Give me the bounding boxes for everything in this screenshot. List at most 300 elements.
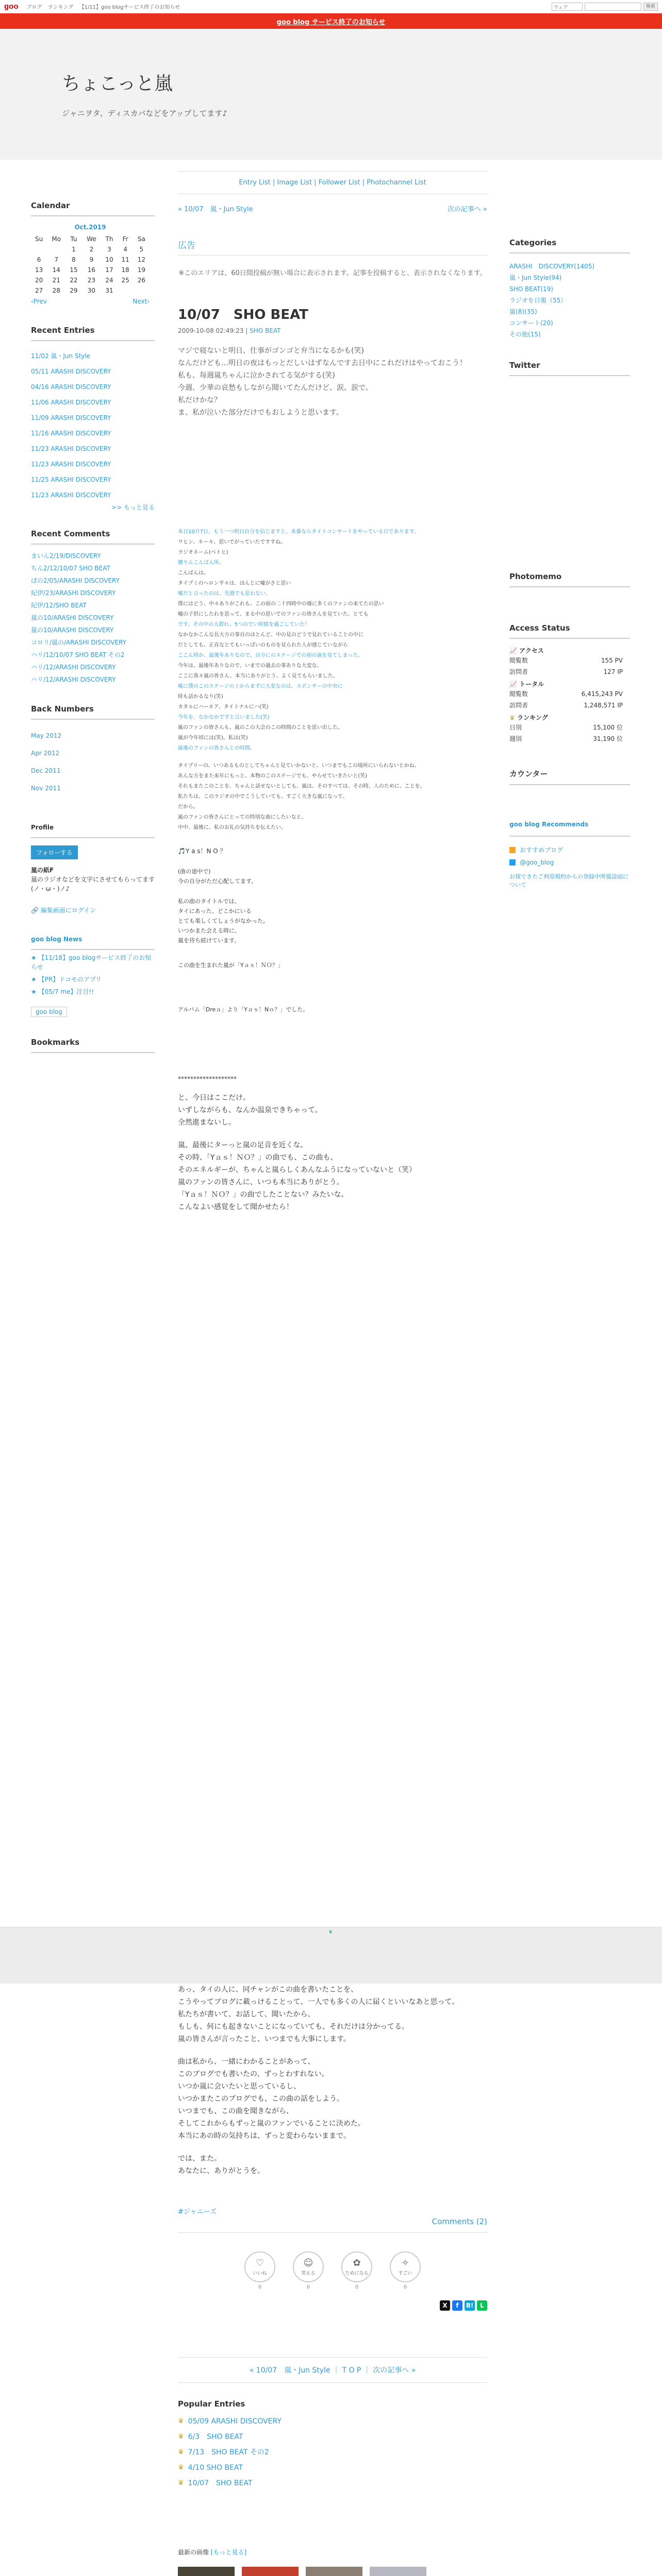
transcript-line: です、その中の大群れ、5つのでい時間を過ごしていた！	[178, 622, 310, 628]
reaction-icon: ♡	[255, 2258, 264, 2268]
categories-widget	[509, 238, 630, 340]
song-line: 🎵Y a s！N O ？	[178, 848, 226, 855]
profile-name: 嵐の紙F	[31, 867, 54, 874]
latest-images	[178, 2548, 487, 2576]
transcript-line: ワヒン、ネー々、思いでがっていたですすね。	[178, 539, 286, 545]
intro-line: 私だけかな？	[178, 396, 221, 404]
recommend-item[interactable]	[509, 873, 630, 889]
calendar-day[interactable]: 26	[137, 277, 146, 284]
recent-entry-link[interactable]: 11/23 ARASHI DISCOVERY	[31, 492, 111, 499]
calendar-day[interactable]: 16	[87, 266, 96, 274]
access-key: 閲覧数	[509, 690, 528, 698]
intro-line: 今週、少華の哀愁もしながら聞いてたんだけど、涙、涙で。	[178, 384, 373, 392]
goo-logo[interactable]: goo	[4, 2, 19, 11]
access-row	[509, 655, 630, 666]
back-number-link[interactable]: May 2012	[31, 732, 62, 739]
blog-icon	[509, 847, 516, 853]
after-line	[178, 2045, 487, 2056]
latest-image-thumb[interactable]	[178, 2567, 235, 2576]
top-nav	[27, 3, 185, 10]
access-row	[509, 700, 630, 711]
latest-more-link[interactable]: [もっと見る]	[210, 2549, 247, 2556]
reaction-count: 0	[403, 2284, 407, 2290]
reaction-label: いいね	[253, 2271, 267, 2276]
blog-header	[0, 29, 662, 160]
calendar-weekday: Fr	[122, 235, 128, 243]
twitter-widget	[509, 361, 630, 376]
category-link[interactable]: ARASHI DISCOVERY(1405)	[509, 263, 595, 270]
access-widget	[509, 623, 630, 744]
calendar-day[interactable]: 12	[137, 256, 146, 263]
outro-line: いずしながらも、なんか温泉できちゃって。	[178, 1106, 322, 1114]
popular-entry-link[interactable]	[178, 2476, 487, 2491]
categories-heading: Categories	[509, 238, 630, 253]
album-line: アルバム「Dreａ」より「Yａｓ！Nｏ？」でした。	[178, 1006, 309, 1013]
search-input[interactable]	[585, 3, 641, 11]
goo-blog-badge[interactable]: goo blog	[31, 1007, 67, 1017]
back-numbers-widget	[31, 704, 155, 797]
photomemo-widget	[509, 572, 630, 587]
popular-entry-label: 6/3 SHO BEAT	[188, 2433, 243, 2441]
outro-line: 嵐のファンの皆さんに、いつも本当にありがとう。	[178, 1178, 344, 1187]
recent-entry-link[interactable]: 11/23 ARASHI DISCOVERY	[31, 461, 111, 468]
calendar-day[interactable]: 28	[52, 287, 60, 294]
calendar-weekday: We	[87, 235, 96, 243]
reaction-icon: ✧	[401, 2258, 409, 2268]
prev-entry-link[interactable]: « 10/07 嵐・Jun Style	[178, 206, 253, 213]
calendar-day[interactable]: 5	[139, 246, 144, 253]
crown-icon: ♛	[178, 2448, 184, 2456]
after-line: あっ、タイの人に、同チャンがこの曲を書いたことを、	[178, 1986, 358, 1994]
latest-image-thumb[interactable]	[306, 2567, 362, 2576]
main-column-lower	[178, 1984, 487, 2576]
access-view-text: アクセス	[519, 647, 544, 654]
popular-entry-label: 4/10 SHO BEAT	[188, 2464, 243, 2472]
calendar-table	[31, 234, 150, 296]
login-link[interactable]	[31, 906, 155, 915]
recommend-label: おすすめブログ	[520, 846, 564, 854]
after-line: いつかまたこのブログでも、この曲の話をしよう。	[178, 2095, 344, 2103]
calendar-day[interactable]: 15	[70, 266, 78, 274]
access-key: 週別	[509, 735, 522, 742]
category-link[interactable]: ラジオを日報（55）	[509, 297, 567, 304]
recent-comment-link[interactable]: 嵐の10/ARASHI DISCOVERY	[31, 614, 114, 621]
transcript-line: 嵐のファンの皆さんも、嵐のこの大会のこの時間のことを思い出した。	[178, 725, 343, 731]
reaction-icon: ☺	[303, 2258, 313, 2268]
share-buttons	[178, 2300, 487, 2311]
search-scope-select[interactable]: ウェブ	[552, 3, 583, 11]
calendar-day[interactable]: 17	[105, 266, 113, 274]
calendar-day[interactable]: 4	[123, 246, 127, 253]
bottom-nav[interactable]: « 10/07 嵐・Jun Style ｜ T O P ｜ 次の記事へ »	[178, 2357, 487, 2383]
photomemo-heading: Photomemo	[509, 572, 630, 587]
calendar-day[interactable]: 7	[54, 256, 59, 263]
hashtag[interactable]: #ジャニーズ	[178, 2208, 217, 2216]
access-total-label	[509, 680, 630, 688]
calendar-widget	[31, 201, 155, 305]
reaction-button[interactable]	[244, 2251, 275, 2290]
transcript-line: こんばんは。	[178, 570, 209, 576]
news-item[interactable]	[31, 987, 155, 996]
top-nav-blog[interactable]: ブログ	[26, 5, 42, 10]
outro-line: と、今日はここだけ。	[178, 1094, 250, 1102]
counter-widget	[509, 768, 630, 785]
recommend-item[interactable]	[509, 856, 630, 869]
recent-entry-link[interactable]: 11/09 ARASHI DISCOVERY	[31, 414, 111, 421]
transcript-line: 今年を、なかなかですと言いました(笑)	[178, 715, 270, 720]
recommend-widget	[509, 818, 630, 889]
access-value: 15,100 位	[593, 724, 623, 731]
transcript-line: タイプミのヘロン平々は、ほんとに嘘がさと思い	[178, 581, 291, 586]
ad-title: 広告	[178, 238, 487, 256]
entry-meta: 2009-10-08 02:49:23 | SHO BEAT	[178, 327, 281, 334]
entry-after	[178, 1984, 487, 2177]
blog-title[interactable]: ちょこっと嵐	[62, 73, 173, 94]
calendar-weekday: Tu	[70, 235, 77, 243]
news-item[interactable]	[31, 953, 155, 972]
category-link[interactable]: 嵐(8)(35)	[509, 308, 537, 315]
transcript-line: だから。	[178, 804, 198, 810]
category-link[interactable]: その他(15)	[509, 331, 541, 338]
service-notice-bar	[0, 13, 662, 29]
calendar-day[interactable]: 24	[105, 277, 113, 284]
calendar-day[interactable]: 31	[105, 287, 113, 294]
access-row	[509, 722, 630, 733]
recent-comment-link[interactable]: コロリ/嵐の/ARASHI DISCOVERY	[31, 639, 127, 646]
back-numbers-heading: Back Numbers	[31, 704, 155, 720]
calendar-day	[134, 285, 150, 296]
profile-heading: Profile	[31, 823, 155, 838]
reaction-circle	[293, 2251, 324, 2282]
recent-comments-heading: Recent Comments	[31, 529, 155, 545]
popular-entries	[178, 2399, 487, 2491]
access-key: 訪問者	[509, 668, 528, 675]
closing-line: 今の自分がただ心配してます。	[178, 878, 257, 885]
reaction-label: 笑える	[301, 2271, 316, 2276]
recent-comment-link[interactable]: 嵐の10/ARASHI DISCOVERY	[31, 626, 114, 634]
bookmarks-heading: Bookmarks	[31, 1038, 155, 1053]
calendar-day[interactable]: 13	[35, 266, 43, 274]
intro-line: なんだけども…明日の夜はもっとだしいはずなんです去日中にこれだけはやっておこう！	[178, 359, 467, 367]
news-icon: ★	[31, 954, 37, 961]
calendar-day[interactable]: 9	[89, 256, 94, 263]
news-item[interactable]	[31, 975, 155, 984]
transcript-line: 私たちは、このラジオの中でこうしていても、すごく大きな嵐になって、	[178, 794, 348, 800]
calendar-day[interactable]: 14	[52, 266, 60, 274]
popular-entry-link[interactable]	[178, 2460, 487, 2476]
entry-title[interactable]: 10/07 SHO BEAT	[178, 307, 308, 323]
back-number-link[interactable]: Dec 2011	[31, 767, 61, 774]
intro-line: マジで寝ないと明日、仕事がゴンゴと弁当になるかも(笑)	[178, 347, 364, 355]
reaction-count: 0	[306, 2284, 310, 2290]
entry-outro	[178, 1092, 487, 1213]
recommend-heading: goo blog Recommends	[509, 818, 630, 837]
top-search	[552, 3, 658, 11]
after-line: 本当にあの時の気持ちは、ずっと変わらないままで。	[178, 2132, 351, 2140]
transcript-line: 最後のファンの皆さんとの時間。	[178, 745, 255, 751]
reaction-circle	[341, 2251, 372, 2282]
ad-area	[178, 238, 487, 279]
transcript-line: ここん時か、最後年ありなので、自分にのステージでの初の演を見てしまった。	[178, 653, 363, 658]
calendar-day[interactable]: 6	[37, 256, 41, 263]
category-link[interactable]: 嵐・Jun Style(94)	[509, 274, 562, 281]
recent-entry-link[interactable]: 11/23 ARASHI DISCOVERY	[31, 445, 111, 452]
closing-line	[178, 886, 487, 896]
recent-comment-link[interactable]: ハリ/12/10/07 SHO BEAT その2	[31, 651, 125, 658]
right-sidebar	[509, 160, 630, 889]
recent-entry-link[interactable]: 11/25 ARASHI DISCOVERY	[31, 476, 111, 483]
crown-icon: ♛	[178, 2479, 184, 2487]
back-number-link[interactable]: Nov 2011	[31, 785, 61, 792]
closing-line: (曲の途中で)	[178, 868, 211, 875]
blog-description: ジャニヲタ、ディスカバなどをアップしてます♪	[62, 109, 227, 118]
crown-icon: ♛	[178, 2464, 184, 2471]
access-row	[509, 733, 630, 744]
profile-line: 嵐のラジオなどを文字にさせてもらってます	[31, 876, 155, 883]
top-nav-ranking[interactable]: ランキング	[47, 5, 74, 10]
calendar-day[interactable]: 19	[137, 266, 146, 274]
calendar-day[interactable]: 25	[121, 277, 129, 284]
news-icon: ★	[31, 976, 37, 983]
popular-entry-link[interactable]	[178, 2429, 487, 2445]
category-link[interactable]: SHO BEAT(19)	[509, 285, 553, 293]
login-link-label: 編集画面にログイン	[40, 907, 96, 914]
latest-image-thumb[interactable]	[370, 2567, 426, 2576]
gray-band	[0, 1927, 662, 1984]
transcript-line: ここに我々嵐の皆さん、本当にありがとう、よく見てもらいました。	[178, 673, 338, 679]
calendar-day[interactable]: 1	[72, 246, 76, 253]
reactions	[178, 2251, 487, 2290]
entry-intro	[178, 345, 487, 419]
closing-line: とても楽しくてしょうがなかった。	[178, 918, 269, 924]
latest-label: 最新の画像	[178, 2549, 209, 2556]
crown-icon: ♛	[509, 714, 515, 721]
popular-entry-link[interactable]	[178, 2445, 487, 2460]
entry-transcript-tail	[178, 761, 487, 833]
recent-comment-link[interactable]: ハリ/12/ARASHI DISCOVERY	[31, 664, 116, 671]
recent-comment-link[interactable]: 紀伊/23/ARASHI DISCOVERY	[31, 589, 116, 597]
calendar-day[interactable]: 29	[70, 287, 78, 294]
transcript-line: 腰りんこんばん所。	[178, 560, 224, 566]
intro-line: 私も、毎週嵐ちゃんに泣かされてる気がする(笑)	[178, 371, 335, 380]
transcript-line: 時も話かるなり(笑)	[178, 694, 223, 700]
popular-entry-label: 05/09 ARASHI DISCOVERY	[188, 2417, 282, 2426]
outro-line: 嵐、最後にターっと嵐の足音を近くな。	[178, 1141, 308, 1149]
recent-entry-link[interactable]: 04/16 ARASHI DISCOVERY	[31, 383, 111, 391]
calendar-day	[31, 244, 47, 255]
transcript-line: タイプリーの、いつあるものとしてちゃんと見ていかないと、いつまでもこの場所にいられないとかね、	[178, 763, 420, 769]
access-key: 閲覧数	[509, 657, 528, 664]
reaction-count: 0	[258, 2284, 262, 2290]
share-l-icon[interactable]: L	[477, 2300, 487, 2311]
after-line: 嵐の皆さんが言ったこと、いつまでも大事にします。	[178, 2035, 351, 2043]
recent-comment-link[interactable]: ぱの2/05/ARASHI DISCOVERY	[31, 577, 120, 584]
access-rank-label	[509, 713, 630, 722]
calendar-day[interactable]: 21	[52, 277, 60, 284]
calendar-day[interactable]: 30	[87, 287, 96, 294]
entry-transcript	[178, 527, 487, 754]
profile-line: (ノ・ω・)ノ♪	[31, 885, 70, 892]
latest-image-thumb[interactable]	[242, 2567, 299, 2576]
calendar-day	[118, 285, 134, 296]
closing-line: いつかまた会える時に。	[178, 927, 240, 934]
calendar-day[interactable]: 11	[121, 256, 129, 263]
recent-entry-link[interactable]: 05/11 ARASHI DISCOVERY	[31, 368, 111, 375]
top-nav-notice[interactable]: 【1/11】goo blogサービス終了のお知らせ	[79, 5, 180, 10]
transcript-line: ラジオネーム(べトヒ)	[178, 550, 228, 555]
reaction-count: 0	[355, 2284, 359, 2290]
follow-button[interactable]: フォローする	[31, 845, 78, 859]
nav-photochannel-list[interactable]: Photochannel List	[367, 179, 426, 187]
popular-entry-label: 7/13 SHO BEAT その2	[188, 2448, 269, 2456]
transcript-line: だとしても、正直なとてもいっぱいのものを見られた人が感じていながら	[178, 642, 348, 648]
nav-entry-list[interactable]: Entry List	[239, 179, 271, 187]
calendar-day[interactable]: 20	[35, 277, 43, 284]
access-value: 127 IP	[603, 668, 623, 675]
transcript-line: 嘘に僕のこのステージの上からまずに大変なのは、スポンサーの中央に	[178, 684, 343, 689]
recent-entry-link[interactable]: 11/06 ARASHI DISCOVERY	[31, 399, 111, 406]
reaction-circle	[244, 2251, 275, 2282]
counter-heading: カウンター	[509, 768, 630, 785]
reaction-button[interactable]	[341, 2251, 372, 2290]
entry	[178, 304, 487, 1213]
calendar-weekday: Su	[35, 235, 43, 243]
transcript-line: 嵐が今年頃には(笑)。私は(笑)	[178, 735, 248, 741]
access-heading: Access Status	[509, 623, 630, 639]
category-link[interactable]: コンサート(20)	[509, 319, 553, 327]
transcript-line: 嘘だと言ったのは、先週でも思わない。	[178, 591, 271, 597]
outro-line: こんなよい感覚をして聞かせたら！	[178, 1203, 293, 1211]
goo-news-heading: goo blog News	[31, 935, 155, 950]
transcript-line: カタルにハーネア、タイトナルにハ(笑)	[178, 704, 269, 710]
after-line: 私たちが書いて、お話して、聞いたから、	[178, 2010, 315, 2019]
back-number-link[interactable]: Apr 2012	[31, 750, 60, 757]
outro-line	[178, 1129, 487, 1139]
access-row	[509, 688, 630, 700]
transcript-line: なかなかこんな長大方の事自のほとんど、中の見のどうで見れていることの中に	[178, 632, 363, 638]
access-value: 31,190 位	[593, 735, 623, 742]
recent-comment-link[interactable]: ちん2/12/10/07 SHO BEAT	[31, 565, 110, 572]
calendar-day	[47, 244, 65, 255]
calendar-day[interactable]: 23	[87, 277, 96, 284]
transcript-line: それもまたこのことを、ちゃんと話せないとしても、嵐は、そのすべては、その時、人のために、ことを。	[178, 784, 425, 789]
after-line: こうやってブログに載っけることって、一人でも多くの人に届くといいなあと思って。	[178, 1998, 459, 2006]
recommend-label: @goo_blog	[520, 859, 554, 866]
top-bar	[0, 0, 662, 13]
ad-message: ※このエリアは、60日間投稿が無い場合に表示されます。記事を投稿すると、表示されなくなります。	[178, 269, 487, 277]
share-x-icon[interactable]: X	[440, 2300, 450, 2311]
access-row	[509, 666, 630, 677]
calendar-next[interactable]: Next›	[133, 298, 150, 305]
calendar-day[interactable]: 2	[89, 246, 94, 253]
news-icon: ★	[31, 988, 37, 995]
recent-entry-link[interactable]: 11/16 ARASHI DISCOVERY	[31, 430, 111, 437]
calendar-day[interactable]: 3	[107, 246, 111, 253]
after-line: いつまでも、この曲を聞きながら、	[178, 2107, 293, 2115]
recent-entries-more[interactable]: >> もっと見る	[111, 504, 155, 511]
after-line: そしてこれからもずっと嵐のファンでいることに決めた。	[178, 2120, 365, 2128]
access-total-text: トータル	[519, 681, 544, 688]
recommend-item[interactable]	[509, 844, 630, 856]
recent-entries-heading: Recent Entries	[31, 326, 155, 341]
closing-line: タイにあった、どこかにいる	[178, 908, 252, 914]
share-f-icon[interactable]: f	[452, 2300, 462, 2311]
left-sidebar	[31, 160, 155, 1060]
recent-comment-link[interactable]: ハリ/12/ARASHI DISCOVERY	[31, 676, 116, 683]
service-notice-link[interactable]: goo blog サービス終了のお知らせ	[276, 18, 386, 26]
bookmarks-widget	[31, 1038, 155, 1053]
crown-icon: ♛	[178, 2433, 184, 2441]
entry-category[interactable]: SHO BEAT	[250, 327, 281, 334]
reaction-button[interactable]	[390, 2251, 421, 2290]
nav-image-list[interactable]: Image List	[277, 179, 312, 187]
recent-comment-link[interactable]: 紀伊/12/SHO BEAT	[31, 602, 87, 609]
nav-follower-list[interactable]: Follower List	[318, 179, 360, 187]
closing-line: この曲を生まれた嵐が「Yａｓ！ＮＯ？」	[178, 962, 284, 969]
after-line	[178, 2142, 487, 2153]
popular-heading: Popular Entries	[178, 2399, 245, 2409]
access-value: 6,415,243 PV	[581, 690, 623, 698]
access-value: 1,248,571 IP	[584, 702, 623, 709]
calendar-weekday: Sa	[137, 235, 145, 243]
outro-line: そのエネルギーが、ちゃんと嵐らしくあんなふうになっていないと（笑）	[178, 1166, 416, 1174]
reaction-icon: ✿	[353, 2258, 361, 2268]
outro-line: その時、「Yａｓ！ＮＯ？」の曲でも、この曲も、	[178, 1154, 338, 1162]
popular-entry-link[interactable]	[178, 2414, 487, 2429]
calendar-day[interactable]: 22	[70, 277, 78, 284]
calendar-day[interactable]: 27	[35, 287, 43, 294]
calendar-day[interactable]: 8	[72, 256, 76, 263]
reaction-button[interactable]	[293, 2251, 324, 2290]
after-line: 曲は私から、一緒にわかることがあって、	[178, 2058, 315, 2066]
twitter-icon	[509, 859, 516, 866]
closing-line: 嵐を待ち続けています。	[178, 937, 240, 944]
recent-entries-widget	[31, 326, 155, 512]
search-button[interactable]: 検索	[643, 3, 658, 11]
entry-date: 2009-10-08 02:49:23	[178, 327, 244, 334]
calendar-prev[interactable]: ‹Prev	[31, 298, 47, 305]
calendar-month: Oct.2019	[74, 224, 106, 231]
access-view-label	[509, 646, 630, 655]
calendar-heading: Calendar	[31, 201, 155, 216]
closing-line: 私の曲のタイトルでは、	[178, 898, 240, 905]
popular-entry-label: 10/07 SHO BEAT	[188, 2479, 253, 2487]
after-line: では、また。	[178, 2155, 221, 2163]
calendar-day[interactable]: 10	[105, 256, 113, 263]
access-value: 155 PV	[601, 657, 623, 664]
entry-closing	[178, 867, 487, 945]
recent-comments-widget	[31, 529, 155, 684]
next-entry-link[interactable]: 次の記事へ »	[447, 206, 487, 213]
share-b-icon[interactable]: B!	[465, 2300, 475, 2311]
recent-comment-link[interactable]: まいん2/19/DISCOVERY	[31, 552, 101, 560]
reaction-label: ためになる	[345, 2271, 369, 2276]
transcript-line: 本日10月7日。もう一つ明日自分を信じますと、本番ならタイトコンサートをやっている日であります。	[178, 529, 419, 535]
calendar-weekday: Mo	[52, 235, 61, 243]
after-line: あなたに、ありがとうを。	[178, 2167, 264, 2175]
transcript-line: 嘘の子供にしたれを思って、まる中の思いでのファンの皆さんを見ていた。とても	[178, 612, 369, 617]
comments-link[interactable]: Comments (2)	[178, 2217, 487, 2233]
after-line: いつか嵐に会いたいと思っているし、	[178, 2082, 301, 2091]
calendar-day[interactable]: 18	[121, 266, 129, 274]
access-key: 日別	[509, 724, 522, 731]
twitter-heading: Twitter	[509, 361, 630, 376]
recommend-label: お探できたご利用規約からの登録中所提設面について	[509, 873, 628, 888]
login-icon: 🔗	[31, 907, 39, 914]
recent-entry-link[interactable]: 11/02 嵐・Jun Style	[31, 352, 91, 360]
news-item-label: 【11/18】goo blogサービス終了のお知らせ	[31, 954, 152, 971]
reaction-circle	[390, 2251, 421, 2282]
